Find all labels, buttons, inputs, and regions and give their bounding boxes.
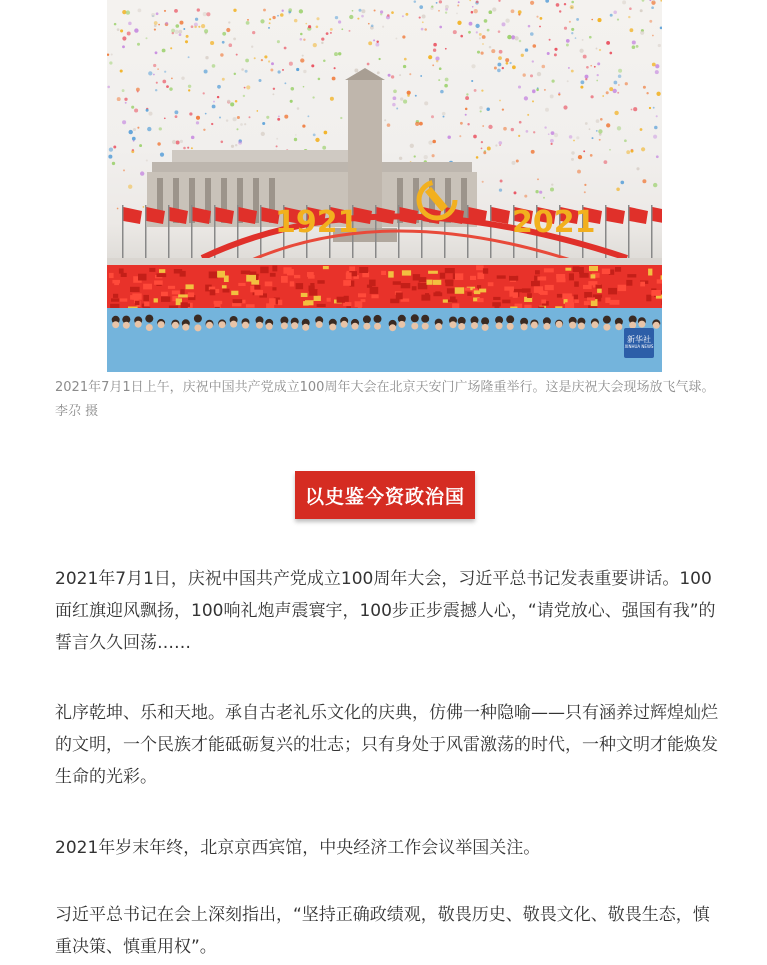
photo-caption: 2021年7月1日上午，庆祝中国共产党成立100周年大会在北京天安门广场隆重举行。这是庆祝大会现场放飞气球。李尕 摄 (55, 380, 715, 419)
section-heading: 以史鉴今资政治国 (295, 471, 475, 519)
paragraph-4: 习近平总书记在会上深刻指出，“坚持正确政绩观，敬畏历史、敬畏文化、敬畏生态，慎重决策、慎重用权”。 (55, 905, 710, 957)
paragraph-2: 礼序乾坤、乐和天地。承自古老礼乐文化的庆典，仿佛一种隐喻——只有涵养过辉煌灿烂的文明，一个民族才能砥砺复兴的壮志；只有身处于风雷激荡的时代，一种文明才能焕发生命的光彩。 (55, 703, 718, 787)
xinhua-watermark (624, 328, 654, 358)
crowd-blue (107, 308, 662, 372)
celebration-photo (107, 0, 662, 372)
year-2021-label: 2021 (512, 205, 596, 240)
watermark-text: 新华社 (627, 335, 651, 345)
paragraph-3: 2021年岁末年终，北京京西宾馆，中央经济工作会议举国关注。 (55, 838, 541, 858)
celebration-scene (107, 0, 662, 372)
watermark-subtext: XINHUA NEWS (624, 344, 654, 350)
paragraph-1: 2021年7月1日，庆祝中国共产党成立100周年大会，习近平总书记发表重要讲话。100面红旗迎风飘扬，100响礼炮声震寰宇，100步正步震撼人心，“请党放心、强国有我”的誓言久久回荡…… (55, 569, 716, 653)
year-1921-label: 1921 (275, 205, 359, 240)
